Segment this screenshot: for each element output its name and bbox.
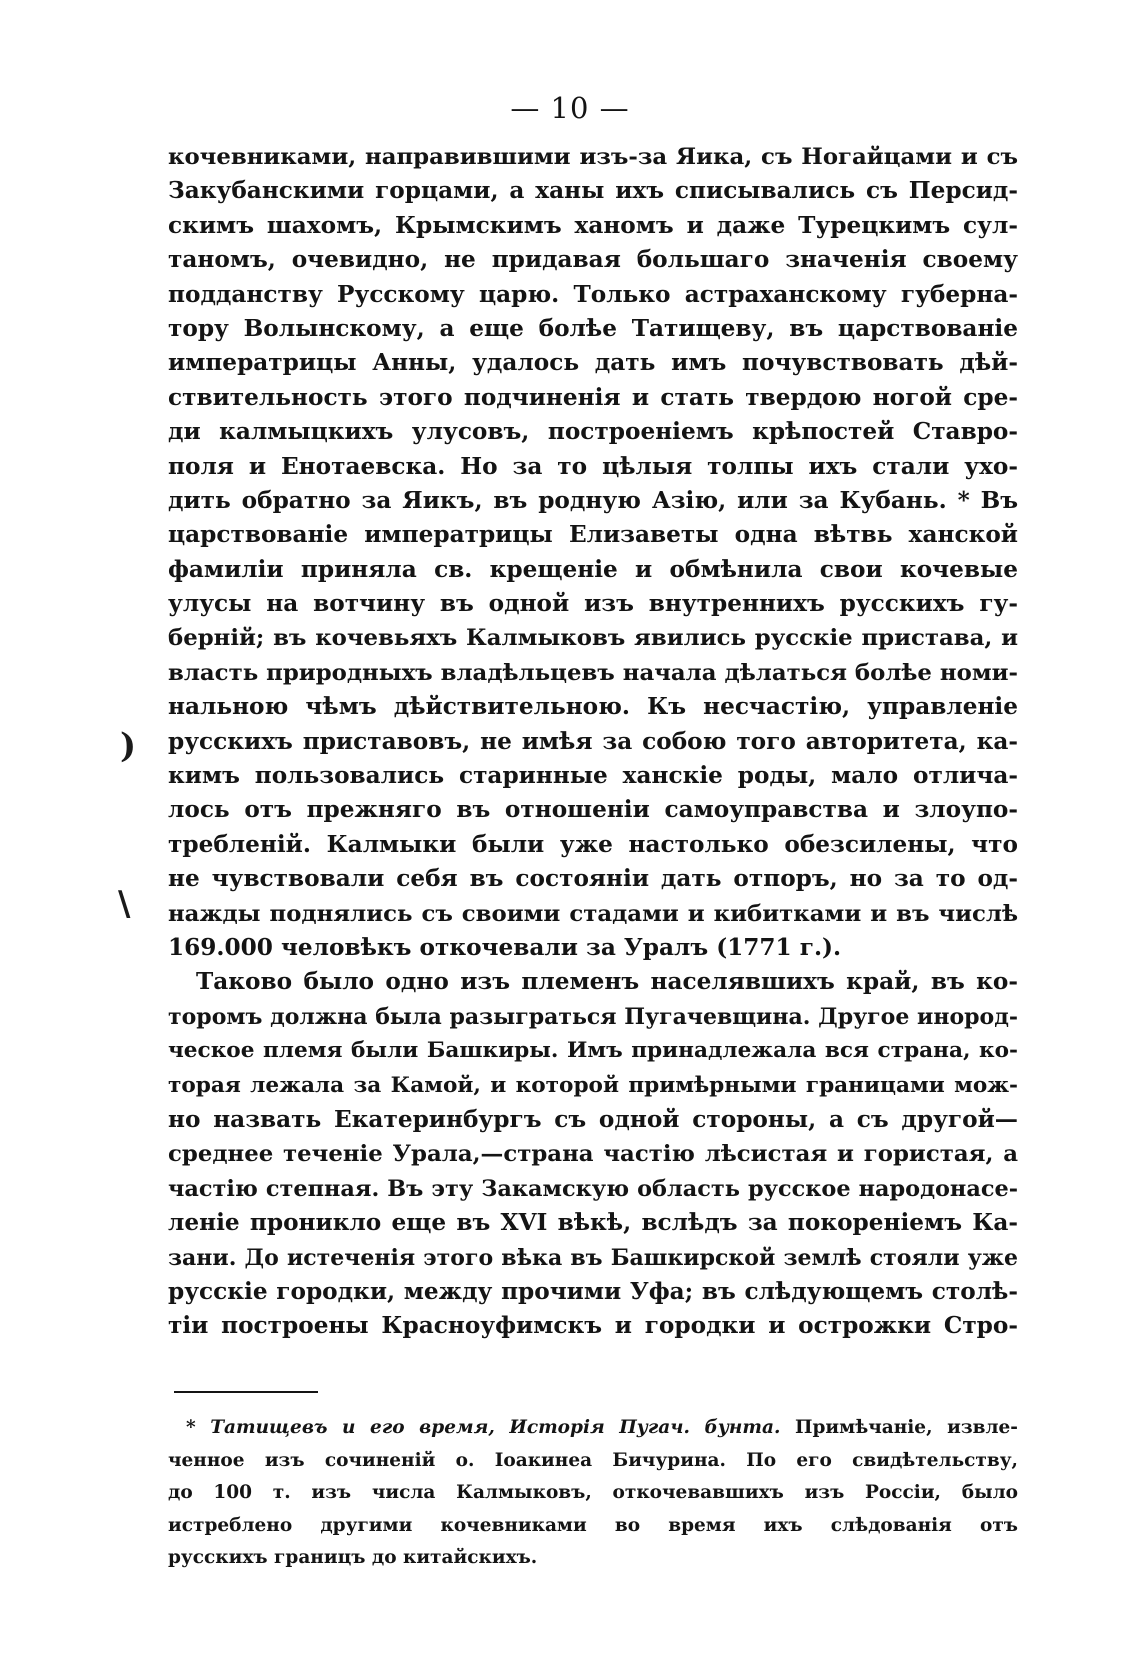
footnote-text: Примѣчаніе, извле- — [795, 1417, 1018, 1438]
footnote — [168, 1412, 1018, 1575]
footnote-line: русскихъ границъ до китайскихъ. — [168, 1547, 538, 1568]
text-line: тору Волынскому, а еще болѣе Татищеву, въ царствованіе — [168, 314, 1018, 342]
text-line: поля и Енотаевска. Но за то цѣлыя толпы ихъ стали ухо- — [168, 452, 1018, 480]
text-line: русскихъ приставовъ, не имѣя за собою того авторитета, ка- — [168, 727, 1018, 755]
footnote-marker: * — [186, 1417, 196, 1438]
text-line: ди калмыцкихъ улусовъ, построеніемъ крѣпостей Ставро- — [168, 418, 1018, 446]
margin-annotation-mark: ) — [120, 726, 137, 766]
text-line: среднее теченіе Урала,—страна частію лѣсистая и гористая, а — [168, 1141, 1018, 1168]
text-line: ческое племя были Башкиры. Имъ принадлежала вся страна, ко- — [168, 1038, 1018, 1064]
text-line: скимъ шахомъ, Крымскимъ ханомъ и даже Турецкимъ сул- — [168, 211, 1018, 239]
text-line: русскіе городки, между прочими Уфа; въ слѣдующемъ столѣ- — [168, 1277, 1018, 1305]
footnote-line — [168, 1412, 1018, 1445]
footnote-line: до 100 т. изъ числа Калмыковъ, откочевавшихъ изъ Россіи, было — [168, 1482, 1018, 1503]
text-line: лось отъ прежняго въ отношеніи самоуправства и злоупо- — [168, 796, 1018, 824]
text-line: царствованіе императрицы Елизаветы одна вѣтвь ханской — [168, 521, 1018, 549]
text-line: дить обратно за Яикъ, въ родную Азію, или за Кубань. * Въ — [168, 486, 1018, 514]
text-line: леніе проникло еще въ XVI вѣкѣ, вслѣдъ за покореніемъ Ка- — [168, 1209, 1018, 1237]
page-number: — 10 — — [510, 91, 630, 125]
text-line: Таково было одно изъ племенъ населявшихъ край, въ ко- — [196, 968, 1018, 996]
text-line: но назвать Екатеринбургъ съ одной стороны, а съ другой— — [168, 1105, 1018, 1133]
text-line: улусы на вотчину въ одной изъ внутреннихъ русскихъ гу- — [168, 590, 1018, 618]
text-line: нажды поднялись съ своими стадами и кибитками и въ числѣ — [168, 900, 1018, 927]
text-line: ствительность этого подчиненія и стать твердою ногой сре- — [168, 383, 1018, 411]
margin-annotation-mark: \ — [118, 884, 131, 924]
text-line: кимъ пользовались старинные ханскіе роды, мало отлича- — [168, 762, 1018, 790]
footnote-citation: Татищевъ и его время, Исторія Пугач. бунта. — [210, 1417, 781, 1438]
footnote-divider — [174, 1391, 318, 1393]
text-line: Закубанскими горцами, а ханы ихъ списывались съ Персид- — [168, 177, 1018, 205]
text-line: тіи построены Красноуфимскъ и городки и острожки Стро- — [168, 1312, 1018, 1340]
text-line: подданству Русскому царю. Только астраханскому губерна- — [168, 280, 1018, 308]
text-line: таномъ, очевидно, не придавая большаго значенія своему — [168, 246, 1018, 274]
text-line: берній; въ кочевьяхъ Калмыковъ явились русскіе пристава, и — [168, 625, 1018, 652]
text-line: зани. До истеченія этого вѣка въ Башкирской землѣ стояли уже — [168, 1244, 1018, 1271]
text-line: фамиліи приняла св. крещеніе и обмѣнила свои кочевые — [168, 555, 1018, 583]
text-line: императрицы Анны, удалось дать имъ почувствовать дѣй- — [168, 349, 1018, 377]
text-line: требленій. Калмыки были уже настолько обезсилены, что — [168, 830, 1018, 858]
text-line: торомъ должна была разыграться Пугачевщина. Другое инород- — [168, 1003, 1018, 1030]
footnote-line: истреблено другими кочевниками во время ихъ слѣдованія отъ — [168, 1514, 1018, 1536]
text-line: власть природныхъ владѣльцевъ начала дѣлаться болѣе номи- — [168, 659, 1018, 686]
text-line: частію степная. Въ эту Закамскую область русское народонасе- — [168, 1175, 1018, 1202]
text-line: торая лежала за Камой, и которой примѣрными границами мож- — [168, 1072, 1018, 1098]
text-line: 169.000 человѣкъ откочевали за Уралъ (1771 г.). — [168, 933, 842, 961]
text-line: нальною чѣмъ дѣйствительною. Къ несчастію, управленіе — [168, 693, 1018, 721]
footnote-line: ченное изъ сочиненій о. Іоакинеа Бичурина. По его свидѣтельству, — [168, 1449, 1018, 1471]
text-line: не чувствовали себя въ состояніи дать отпоръ, но за то од- — [168, 865, 1018, 893]
body-text — [168, 140, 1018, 1344]
text-line: кочевниками, направившими изъ-за Яика, съ Ногайцами и съ — [168, 144, 1018, 170]
